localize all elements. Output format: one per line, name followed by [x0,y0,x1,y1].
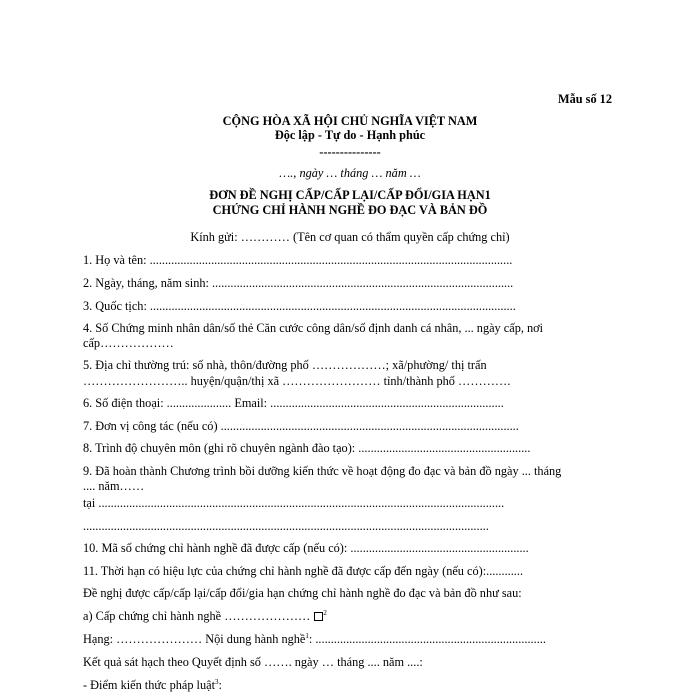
field-date-of-birth: 2. Ngày, tháng, năm sinh: .................................................................................................. [83,276,514,290]
form-title-line2: CHỨNG CHỈ HÀNH NGHỀ ĐO ĐẠC VÀ BẢN ĐỒ [212,203,488,217]
form-number: Mẫu số 12 [558,92,612,106]
footnote-ref: 2 [323,608,327,617]
header-divider: --------------- [319,145,381,159]
field-id-issue-place: cấp……………… [83,336,174,350]
practice-content: : ........................................................................... [308,632,546,646]
salutation: Kính gửi: ………… (Tên cơ quan có thẩm quyền cấp chứng chỉ) [190,230,510,244]
legal-knowledge-label: - Điểm kiến thức pháp luật [83,678,215,692]
field-training-place: tại .................................................................................................................................... [83,496,505,510]
national-motto: Độc lập - Tự do - Hạnh phúc [274,128,426,142]
legal-knowledge-tail: : [218,678,222,692]
legal-knowledge-score [83,678,222,692]
footnote-ref: 1 [305,631,309,640]
field-permanent-address: 5. Địa chỉ thường trú: số nhà, thôn/đường phố ………………; xã/phường/ thị trấn [83,358,487,372]
field-training-year: .... năm…… [83,479,145,493]
rank-line [83,632,546,646]
field-nationality: 3. Quốc tịch: ....................................................................................................................... [83,299,516,313]
exam-result-line: Kết quả sát hạch theo Quyết định số ……. ngày … tháng .... năm ....: [83,655,423,669]
date-line: …., ngày … tháng … năm … [279,166,421,180]
rank-label: Hạng: ………………… Nội dung hành nghề [83,632,306,646]
field-phone-email: 6. Số điện thoại: ..................... Email: ............................................................................ [83,396,504,410]
field-certificate-validity: 11. Thời hạn có hiệu lực của chứng chỉ hành nghề đã được cấp đến ngày (nếu có):............ [83,564,524,578]
request-statement: Đề nghị được cấp/cấp lại/cấp đổi/gia hạn chứng chỉ hành nghề đo đạc và bản đồ như sau: [83,586,522,600]
field-training-completed: 9. Đã hoàn thành Chương trình bồi dưỡng kiến thức về hoạt động đo đạc và bản đồ ngày ... tháng [83,464,562,478]
field-id-number: 4. Số Chứng minh nhân dân/số thẻ Căn cước công dân/số định danh cá nhân, ... ngày cấp, nơi [83,321,544,335]
country-name: CỘNG HÒA XÃ HỘI CHỦ NGHĨA VIỆT NAM [222,114,478,128]
field-full-name: 1. Họ và tên: ...................................................................................................................... [83,253,513,267]
field-permanent-address-cont: …………………….. huyện/quận/thị xã …………………… tỉnh/thành phố …………. [83,374,511,388]
item-a-issue [83,609,327,623]
item-a-label: a) Cấp chứng chỉ hành nghề ………………… [83,609,311,623]
field-qualification: 8. Trình độ chuyên môn (ghi rõ chuyên ngành đào tạo): ........................................................ [83,441,531,455]
field-training-place-cont: .................................................................................................................................... [83,519,489,533]
field-certificate-code: 10. Mã số chứng chỉ hành nghề đã được cấp (nếu có): .......................................................... [83,541,529,555]
footnote-ref: 3 [215,677,219,686]
field-workplace: 7. Đơn vị công tác (nếu có) ................................................................................................. [83,419,519,433]
form-title-line1: ĐƠN ĐỀ NGHỊ CẤP/CẤP LẠI/CẤP ĐỔI/GIA HẠN1 [209,188,491,202]
